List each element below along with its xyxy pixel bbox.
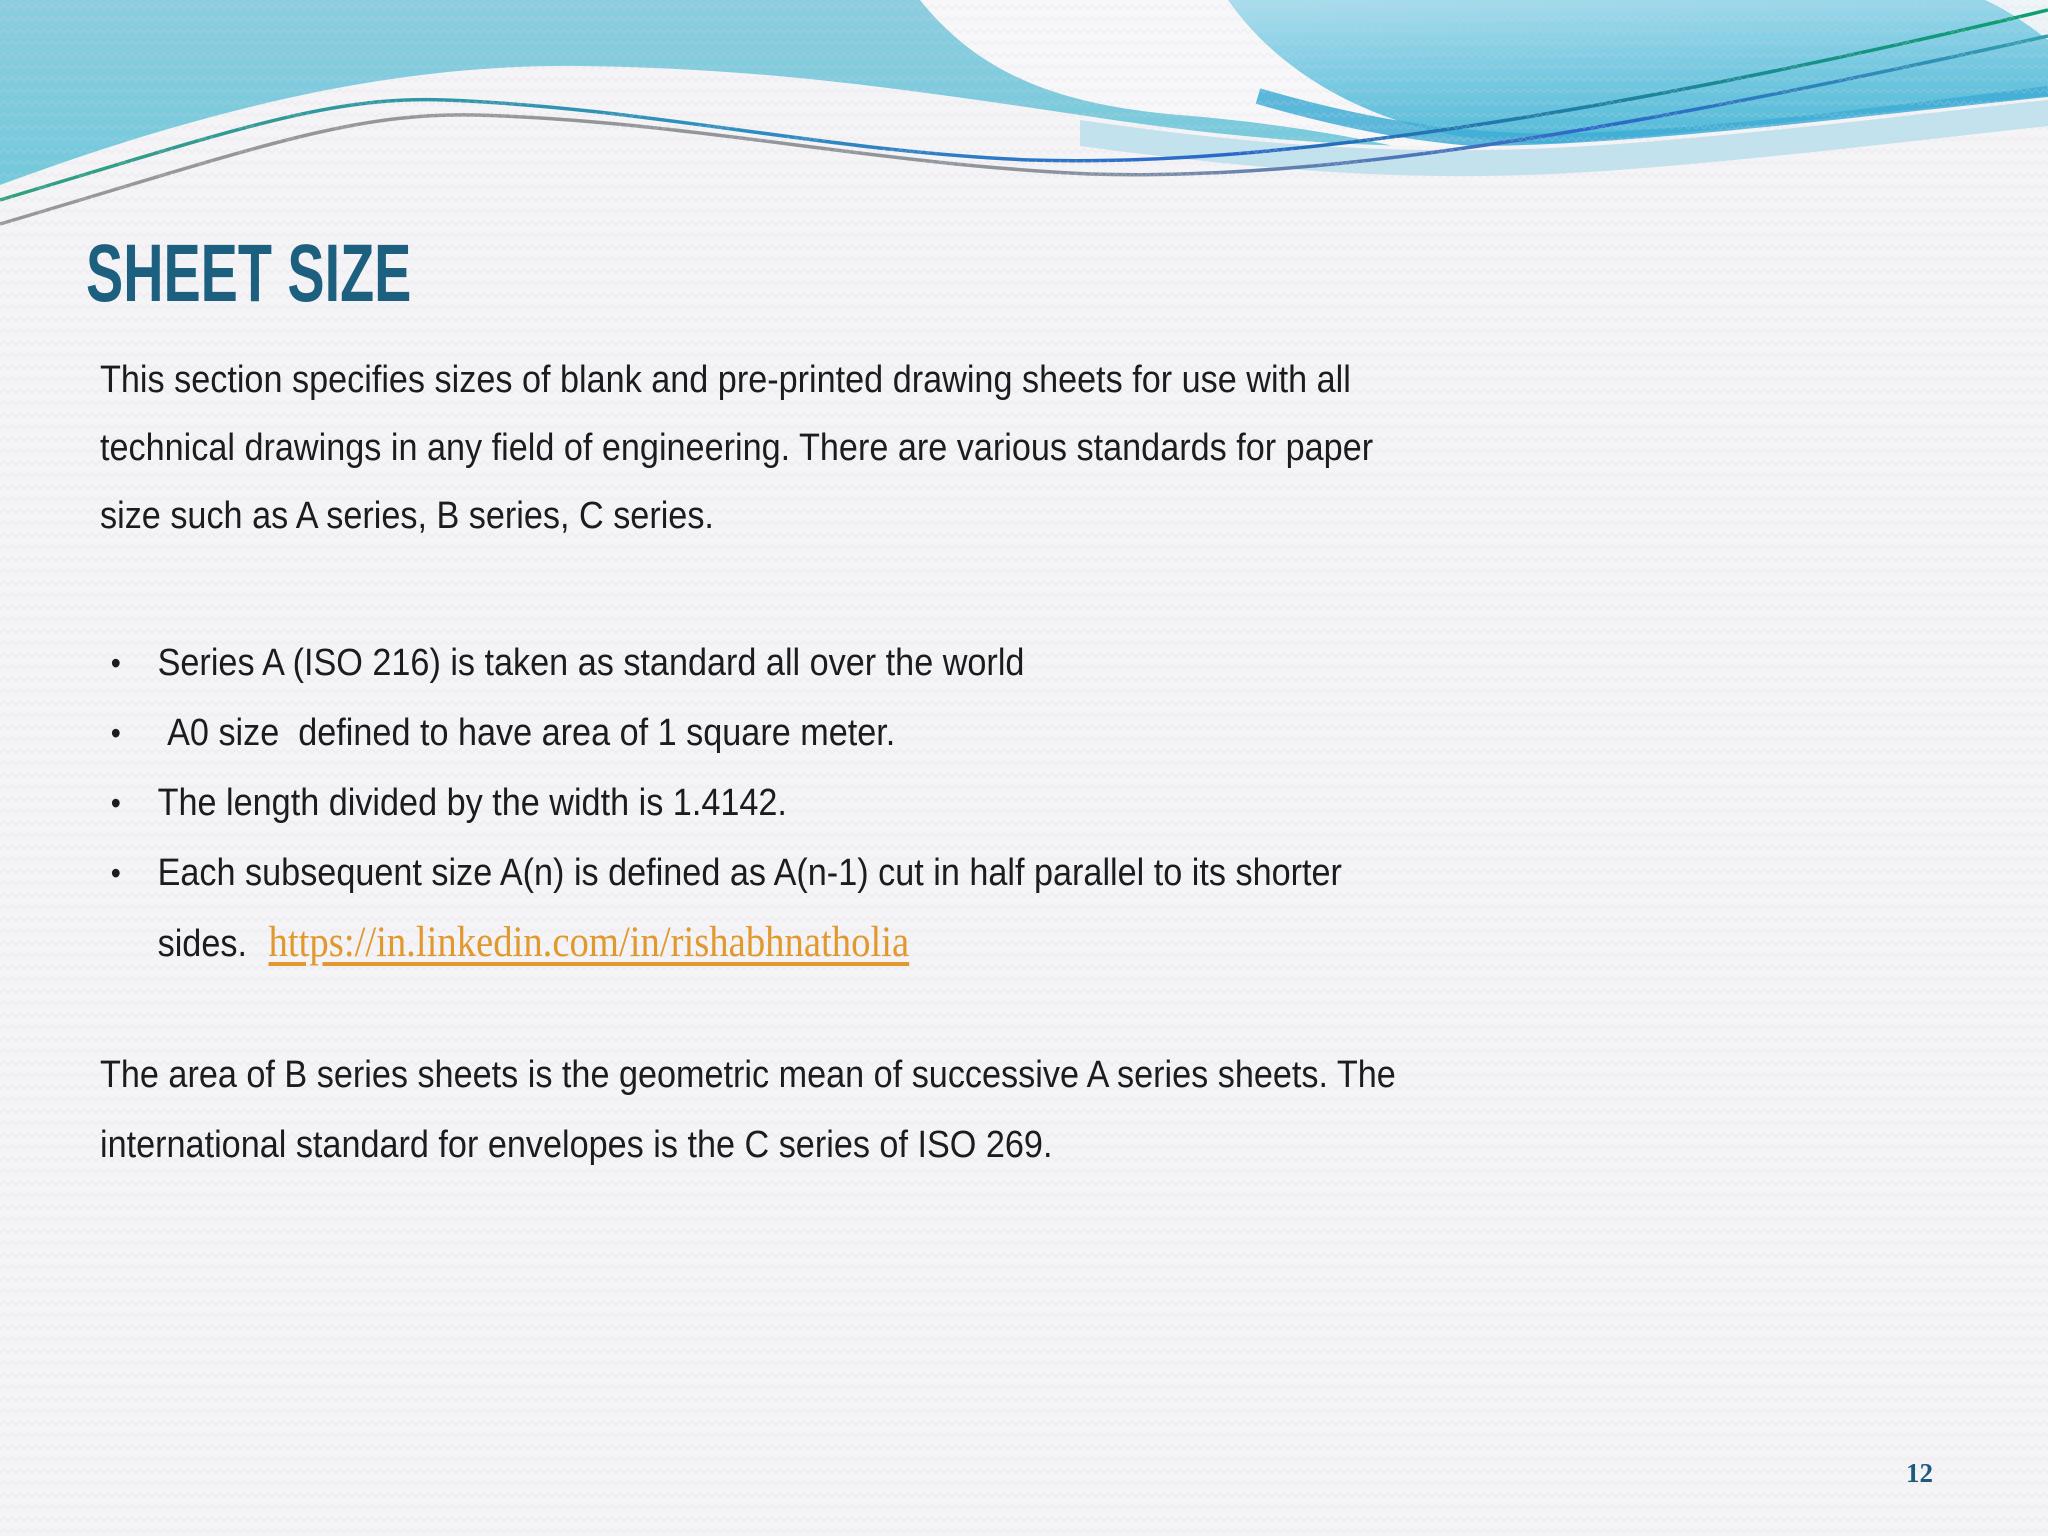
bullet-text: Series A (ISO 216) is taken as standard all over the world xyxy=(157,642,1025,684)
bullet-item xyxy=(100,628,1477,698)
linkedin-link[interactable]: https://in.linkedin.com/in/rishabhnatholia xyxy=(268,919,910,966)
bullet-text: Each subsequent size A(n) is defined as A(n-1) cut in half parallel to its shorter sides. xyxy=(157,852,1352,965)
bullet-marker: • xyxy=(110,785,121,821)
bullet-marker: • xyxy=(110,855,121,891)
bullet-item xyxy=(100,698,1477,768)
bullet-text: The length divided by the width is 1.4142. xyxy=(157,782,787,824)
bullet-list xyxy=(100,628,1477,979)
page-number: 12 xyxy=(1906,1458,1933,1488)
bullet-text: A0 size defined to have area of 1 square meter. xyxy=(157,712,896,754)
outro-paragraph: The area of B series sheets is the geometric mean of successive A series sheets. The international standard for envelopes is the C series of ISO 269. xyxy=(100,1054,1396,1166)
page-title: SHEET SIZE xyxy=(86,228,412,319)
intro-paragraph: This section specifies sizes of blank and pre-printed drawing sheets for use with all technical drawings in any field of engineering. There are various standards for paper size such as A series, B series, C series. xyxy=(100,359,1374,537)
bullet-item xyxy=(100,768,1477,838)
bullet-marker: • xyxy=(110,645,121,681)
bullet-item xyxy=(100,838,1477,979)
bullet-marker: • xyxy=(110,715,121,751)
